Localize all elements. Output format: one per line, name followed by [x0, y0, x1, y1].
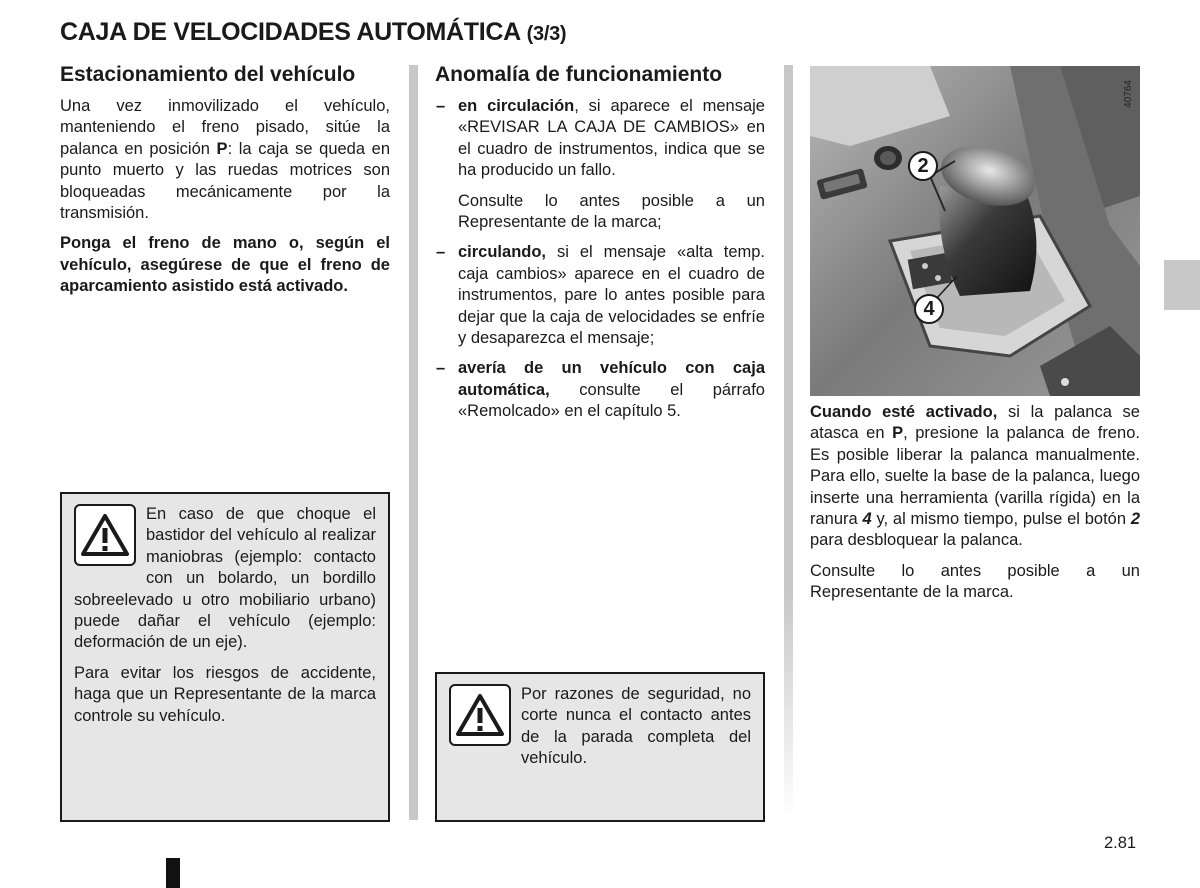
release-bold: Cuando esté activado, [810, 403, 998, 421]
list-item-bold: en circulación [458, 97, 575, 115]
release-ref-4: 4 [862, 510, 872, 529]
photo-reference-code: 40764 [1123, 80, 1134, 108]
list-item-text: , si aparece el mensaje «REVISAR LA CAJA DE CAMBIOS» en el cuadro de instrumentos, indica que se ha producido un fallo. [458, 97, 765, 180]
left-column-heading: Estacionamiento del vehículo [60, 63, 356, 86]
warning-bump-advice: Para evitar los riesgos de accidente, haga que un Representante de la marca controle su vehículo. [74, 663, 376, 725]
consult-paragraph: Consulte lo antes posible a un Representante de la marca. [810, 561, 1140, 602]
gear-lever-photo [810, 66, 1140, 396]
parking-paragraph [60, 96, 390, 224]
list-item-bold: avería de un vehículo con caja automática, [458, 359, 765, 399]
warning-triangle-icon [449, 684, 511, 746]
right-column-body [810, 402, 1140, 613]
list-item-text: si el mensaje «alta temp. caja cambios» aparece en el cuadro de instrumentos, pare lo antes posible para dejar que la caja de velocidades se enfríe y desaparezca el mensaje; [458, 243, 765, 348]
list-item [436, 358, 765, 422]
release-position-p: P [892, 424, 904, 443]
list-item-bold: circulando, [458, 243, 547, 262]
callout-2: 2 [908, 151, 938, 181]
warning-triangle-icon [74, 504, 136, 566]
parking-position-p: P [216, 139, 228, 158]
list-item [436, 242, 765, 349]
chapter-tab [1164, 260, 1200, 310]
release-paragraph [810, 402, 1140, 552]
release-ref-2: 2 [1130, 510, 1140, 529]
list-dash: – [436, 97, 446, 115]
release-text-c: y, al mismo tiempo, pulse el botón [871, 510, 1131, 529]
list-item-text: consulte el párrafo «Remolcado» en el capítulo 5. [458, 380, 765, 421]
page-title-text: CAJA DE VELOCIDADES AUTOMÁTICA [60, 18, 521, 46]
list-item [436, 96, 765, 182]
warning-bump-text: En caso de que choque el bastidor del vehículo al realizar maniobras (ejemplo: contacto con un bolardo, un bordillo sobreelevado u otro mobiliario urbano) puede dañar el vehículo (ejemplo: deformación de un eje). [74, 505, 376, 652]
list-item-followup: Consulte lo antes posible a un Representante de la marca; [458, 191, 765, 232]
column-divider-right [784, 65, 793, 820]
parking-brake-paragraph [60, 233, 390, 297]
parking-text-b: : la caja se queda en punto muerto y las ruedas motrices son bloqueadas mecánicamente por la transmisión. [60, 139, 390, 223]
list-dash: – [436, 243, 446, 262]
release-text-b: , presione la palanca de freno. Es posible liberar la palanca manualmente. Para ello, suelte la base de la palanca, luego inserte una herramienta (varilla rígida) en la ranura [810, 424, 1140, 529]
page-number: 2.81 [1104, 834, 1137, 852]
warning-box-ignition [435, 672, 765, 822]
parking-text-a: Una vez inmovilizado el vehículo, manteniendo el freno pisado, sitúe la palanca en posición [60, 97, 390, 158]
list-dash: – [436, 359, 446, 378]
page-title [60, 18, 566, 47]
middle-column-body [436, 96, 765, 432]
crop-mark [166, 858, 180, 888]
release-text-a: si la palanca se atasca en [810, 403, 1140, 443]
middle-column-heading: Anomalía de funcionamiento [435, 63, 723, 86]
left-column-body [60, 96, 390, 307]
callout-4: 4 [914, 294, 944, 324]
warning-ignition-text: Por razones de seguridad, no corte nunca el contacto antes de la parada completa del vehículo. [521, 685, 751, 768]
column-divider-left [409, 65, 418, 820]
parking-brake-text: Ponga el freno de mano o, según el vehículo, asegúrese de que el freno de aparcamiento asistido está activado. [60, 234, 390, 296]
release-text-d: para desbloquear la palanca. [810, 531, 1023, 550]
warning-box-bump [60, 492, 390, 822]
page-title-suffix: (3/3) [526, 23, 567, 45]
